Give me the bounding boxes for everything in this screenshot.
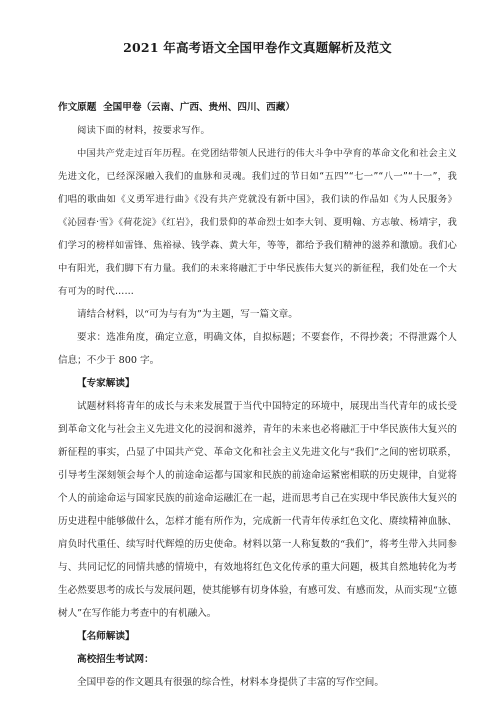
expert-section-label: 【专家解读】: [77, 378, 135, 389]
expert-text: 试题材料将青年的成长与未来发展置于当代中国特定的环境中，展现出当代青年的成长受到革命文化与社会主义先进文化的浸润和滋养，青年的未来也必将融汇于中华民族伟大复兴的新征程的事实，凸显了中国共产党、革命文化和社会主义先进文化与“我们”之间的密切联系，引导考生深刻领会每个人的前途命运都与国家和民族的前途命运紧密相联的历史规律，自觉将个人的前途命运与国家民族的前途命运融汇在一起，进而思考自己在实现中华民族伟大复兴的历史进程中能够做什么，怎样才能有所作为，完成新一代青年传承红色文化、赓续精神血脉、肩负时代重任、续写时代辉煌的历史使命。材料以第一人称复数的“我们”，将考生带入共同参与、共同记忆的同情共感的情境中，有效地将红色文化传承的重大问题，极其自然地转化为考生必然要思考的成长与发展问题，使其能够有切身体验，有感可发、有感而发，从而实现“立德树人”在写作能力考查中的有机融入。: [58, 401, 457, 619]
document-title: 2021 年高考语文全国甲卷作文真题解析及范文: [123, 40, 392, 55]
task-text: 请结合材料，以“可为与有为”为主题，写一篇文章。: [77, 309, 298, 320]
prompt-heading-regions: （云南、广西、贵州、四川、西藏）: [141, 102, 295, 113]
requirements-text: 要求：选准角度，确定立意，明确文体，自拟标题；不要套作，不得抄袭；不得泄露个人信息；不少于 800 字。: [58, 332, 457, 366]
prompt-heading: [58, 96, 457, 119]
teacher-section-label: 【名师解读】: [77, 631, 135, 642]
source-label: 高校招生考试网：: [77, 654, 154, 665]
teacher-text: 全国甲卷的作文题具有很强的综合性，材料本身提供了丰富的写作空间。: [77, 677, 384, 688]
material-text: 中国共产党走过百年历程。在党团结带领人民进行的伟大斗争中孕育的革命文化和社会主义先进文化，已经深深融入我们的血脉和灵魂。我们过的节日如“五四”“七一”“八一”“十一”，我们唱的歌曲如《义勇军进行曲》《没有共产党就没有新中国》，我们读的作品如《为人民服务》《沁园春·雪》《荷花淀》《红岩》，我们景仰的革命烈士如李大钊、夏明翰、方志敏、杨靖宇，我们学习的榜样如雷锋、焦裕禄、钱学森、黄大年，等等，都给予我们精神的滋养和激励。我们心中有阳光，我们脚下有力量。我们的未来将融汇于中华民族伟大复兴的新征程，我们处在一个大有可为的时代……: [58, 148, 457, 297]
prompt-heading-paper: 全国甲卷: [103, 102, 142, 113]
instruction-text: 阅读下面的材料，按要求写作。: [77, 125, 210, 136]
prompt-heading-label: 作文原题: [58, 102, 97, 113]
